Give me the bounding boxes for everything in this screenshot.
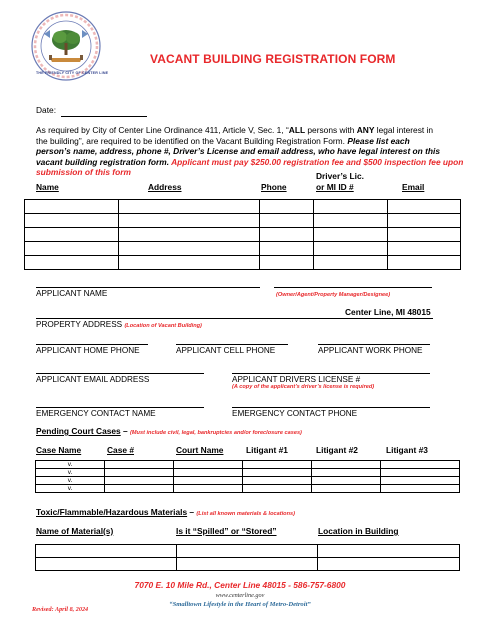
table-row <box>25 214 461 228</box>
header-address: Address <box>148 182 182 192</box>
litigant-3-cell[interactable] <box>381 461 460 469</box>
material-name-cell[interactable] <box>36 545 177 558</box>
owner-email-cell[interactable] <box>388 214 461 228</box>
case-number-cell[interactable] <box>105 461 174 469</box>
material-location-cell[interactable] <box>318 545 460 558</box>
header-email: Email <box>402 182 425 192</box>
litigant-2-cell[interactable] <box>312 485 381 493</box>
work-phone-line[interactable] <box>318 344 430 345</box>
materials-note: (List all known materials & locations) <box>196 511 295 517</box>
litigant-2-cell[interactable] <box>312 461 381 469</box>
city-state-label: Center Line, MI 48015 <box>345 307 431 317</box>
date-label: Date: <box>36 105 57 115</box>
owner-name-cell[interactable] <box>25 256 119 270</box>
owner-license-cell[interactable] <box>314 242 388 256</box>
case-number-cell[interactable] <box>105 477 174 485</box>
table-row <box>25 200 461 214</box>
owner-address-cell[interactable] <box>119 242 260 256</box>
case-name-cell[interactable]: v. <box>36 477 105 485</box>
owner-address-cell[interactable] <box>119 200 260 214</box>
table-row <box>36 545 460 558</box>
table-row <box>36 469 460 477</box>
court-cases-title: Pending Court Cases <box>36 426 121 436</box>
case-number-cell[interactable] <box>105 485 174 493</box>
materials-header-location: Location in Building <box>318 526 399 536</box>
home-phone-label: APPLICANT HOME PHONE <box>36 346 140 355</box>
owner-license-cell[interactable] <box>314 256 388 270</box>
intro-fee-notice: Applicant must pay $250.00 registration fee and $500 inspection fee upon <box>171 156 464 167</box>
table-row <box>25 256 461 270</box>
owner-phone-cell[interactable] <box>260 200 314 214</box>
materials-header-name: Name of Material(s) <box>36 526 114 536</box>
owner-phone-cell[interactable] <box>260 228 314 242</box>
intro-line1-b: persons with <box>305 125 357 135</box>
owner-phone-cell[interactable] <box>260 256 314 270</box>
intro-line5: submission of this form <box>36 167 131 177</box>
intro-line2-a: the building”, are required to be identified on the Vacant Building Registration Form. <box>36 135 348 146</box>
owner-name-cell[interactable] <box>25 242 119 256</box>
material-state-cell[interactable] <box>177 558 318 571</box>
applicant-name-line[interactable] <box>36 287 260 288</box>
work-phone-label: APPLICANT WORK PHONE <box>318 346 423 355</box>
intro-all: ALL <box>288 125 306 135</box>
court-name-cell[interactable] <box>174 477 243 485</box>
table-row <box>36 477 460 485</box>
emergency-phone-line[interactable] <box>232 407 430 408</box>
litigant-1-cell[interactable] <box>243 477 312 485</box>
material-name-cell[interactable] <box>36 558 177 571</box>
header-license-2: or MI ID # <box>316 182 354 192</box>
owner-address-cell[interactable] <box>119 228 260 242</box>
litigant-3-cell[interactable] <box>381 485 460 493</box>
materials-header-state: Is it “Spilled” or “Stored” <box>176 526 277 536</box>
litigant-1-cell[interactable] <box>243 485 312 493</box>
intro-line4-a: vacant building registration form. <box>36 156 172 167</box>
court-cases-table <box>35 460 460 493</box>
owner-email-cell[interactable] <box>388 200 461 214</box>
intro-line1-a: As required by City of Center Line Ordinance 411, Article V, Sec. 1, “ <box>36 125 289 135</box>
applicant-role-note: (Owner/Agent/Property Manager/Designee) <box>276 292 391 298</box>
property-address-line[interactable] <box>36 318 433 319</box>
applicant-role-line[interactable] <box>274 287 432 288</box>
litigant-2-cell[interactable] <box>312 469 381 477</box>
footer-slogan: “Smalltown Lifestyle in the Heart of Metro-Detroit” <box>169 601 311 608</box>
emergency-phone-label: EMERGENCY CONTACT PHONE <box>232 409 358 418</box>
owner-email-cell[interactable] <box>388 242 461 256</box>
material-location-cell[interactable] <box>318 558 460 571</box>
header-name: Name <box>36 182 59 192</box>
cell-phone-line[interactable] <box>176 344 288 345</box>
owner-address-cell[interactable] <box>119 256 260 270</box>
court-cases-dash: – <box>120 426 131 436</box>
owner-license-cell[interactable] <box>314 228 388 242</box>
email-label: APPLICANT EMAIL ADDRESS <box>36 375 150 384</box>
property-address-text: PROPERTY ADDRESS <box>36 320 123 329</box>
property-address-label <box>36 320 202 329</box>
intro-line1-c: legal interest in <box>374 125 434 135</box>
owner-license-cell[interactable] <box>314 200 388 214</box>
date-input-line[interactable] <box>61 116 147 117</box>
owners-table <box>24 199 461 270</box>
court-header-litigant-2: Litigant #2 <box>316 445 358 455</box>
footer-address: 7070 E. 10 Mile Rd., Center Line 48015 - 586-757-6800 <box>134 580 346 590</box>
owner-name-cell[interactable] <box>25 228 119 242</box>
owner-phone-cell[interactable] <box>260 242 314 256</box>
intro-paragraph <box>36 125 463 178</box>
court-header-litigant-3: Litigant #3 <box>386 445 428 455</box>
intro-line3: person’s name, address, phone #, Driver’s License and email address, who have legal interest on this <box>36 146 441 156</box>
cell-phone-label: APPLICANT CELL PHONE <box>176 346 276 355</box>
court-header-case-name: Case Name <box>36 445 82 455</box>
litigant-3-cell[interactable] <box>381 469 460 477</box>
litigant-3-cell[interactable] <box>381 477 460 485</box>
seal-text: THE FRIENDLY CITY OF CENTER LINE <box>36 71 109 75</box>
owner-license-cell[interactable] <box>314 214 388 228</box>
materials-dash: – <box>187 507 197 517</box>
case-name-cell[interactable]: v. <box>36 485 105 493</box>
court-header-case-number: Case # <box>107 445 135 455</box>
owner-name-cell[interactable] <box>25 200 119 214</box>
revised-date: Revised: April 8, 2024 <box>32 606 89 613</box>
license-line[interactable] <box>232 373 430 374</box>
email-line[interactable] <box>36 373 204 374</box>
table-row <box>36 461 460 469</box>
header-license-1: Driver’s Lic. <box>316 171 364 181</box>
owner-name-cell[interactable] <box>25 214 119 228</box>
owner-email-cell[interactable] <box>388 228 461 242</box>
applicant-name-label: APPLICANT NAME <box>36 289 108 298</box>
license-label: APPLICANT DRIVERS LICENSE # <box>232 375 361 384</box>
litigant-1-cell[interactable] <box>243 461 312 469</box>
court-header-court-name: Court Name <box>176 445 224 455</box>
emergency-name-label: EMERGENCY CONTACT NAME <box>36 409 156 418</box>
material-state-cell[interactable] <box>177 545 318 558</box>
footer-website[interactable]: www.centerline.gov <box>215 592 265 599</box>
table-row <box>25 228 461 242</box>
materials-title: Toxic/Flammable/Hazardous Materials <box>36 507 188 517</box>
litigant-1-cell[interactable] <box>243 469 312 477</box>
materials-heading <box>36 508 295 517</box>
court-header-litigant-1: Litigant #1 <box>246 445 288 455</box>
license-note: (A copy of the applicant’s driver’s license is required) <box>232 384 375 390</box>
case-name-cell[interactable]: v. <box>36 461 105 469</box>
owner-address-cell[interactable] <box>119 214 260 228</box>
owner-phone-cell[interactable] <box>260 214 314 228</box>
court-name-cell[interactable] <box>174 461 243 469</box>
form-title: VACANT BUILDING REGISTRATION FORM <box>150 52 396 66</box>
case-name-cell[interactable]: v. <box>36 469 105 477</box>
table-row <box>36 558 460 571</box>
home-phone-line[interactable] <box>36 344 148 345</box>
intro-line2-b: Please list each <box>347 135 410 146</box>
materials-table <box>35 544 460 571</box>
table-row <box>25 242 461 256</box>
emergency-name-line[interactable] <box>36 407 204 408</box>
court-cases-note: (Must include civil, legal, bankruptcies and/or foreclosure cases) <box>130 430 302 436</box>
litigant-2-cell[interactable] <box>312 477 381 485</box>
intro-any: ANY <box>356 125 375 135</box>
header-phone: Phone <box>261 182 287 192</box>
property-address-note: (Location of Vacant Building) <box>124 323 202 329</box>
table-row <box>36 485 460 493</box>
court-cases-heading <box>36 427 302 436</box>
owner-email-cell[interactable] <box>388 256 461 270</box>
court-name-cell[interactable] <box>174 469 243 477</box>
court-name-cell[interactable] <box>174 485 243 493</box>
case-number-cell[interactable] <box>105 469 174 477</box>
